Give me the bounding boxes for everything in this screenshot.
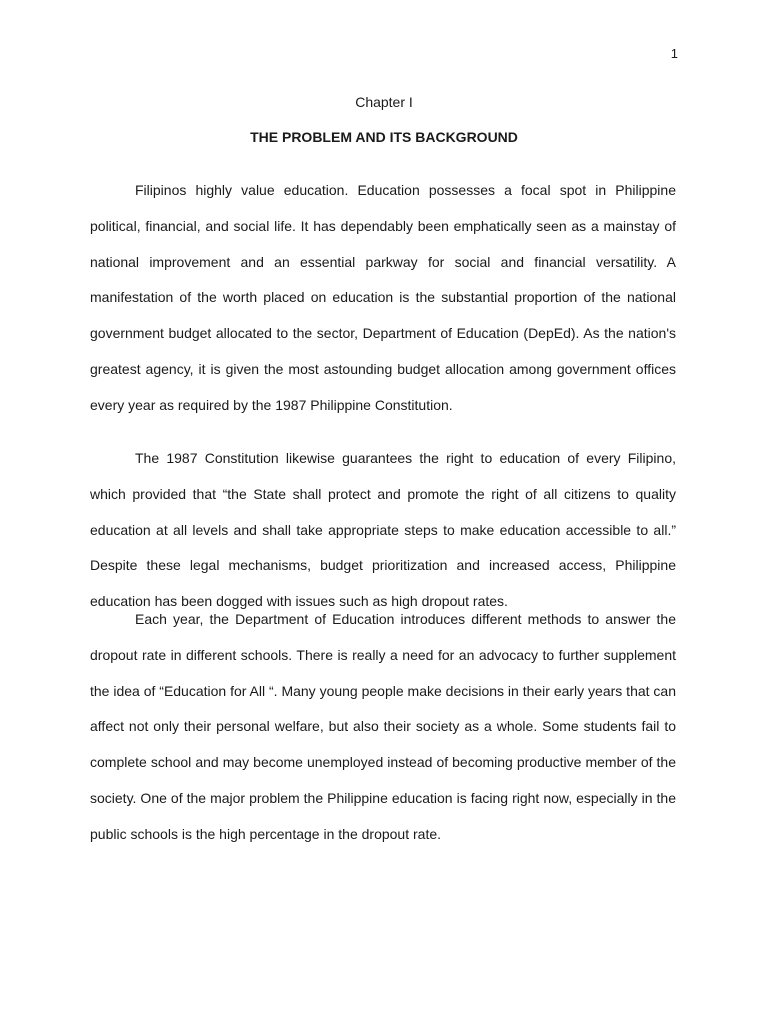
paragraph-1: Filipinos highly value education. Education possesses a focal spot in Philippine political, financial, and social life. It has dependably been emphatically seen as a mainstay of national improvement and an essential parkway for social and financial versatility. A manifestation of the worth placed on education is the substantial proportion of the national government budget allocated to the sector, Department of Education (DepEd). As the nation's greatest agency, it is given the most astounding budget allocation among government offices every year as required by the 1987 Philippine Constitution. xyxy=(90,182,676,413)
paragraph-3: Each year, the Department of Education introduces different methods to answer the dropout rate in different schools. There is really a need for an advocacy to further supplement the idea of “Education for All “. Many young people make decisions in their early years that can affect not only their personal welfare, but also their society as a whole. Some students fail to complete school and may become unemployed instead of becoming productive member of the society. One of the major problem the Philippine education is facing right now, especially in the public schools is the high percentage in the dropout rate. xyxy=(90,611,676,842)
page-number: 1 xyxy=(670,46,678,61)
chapter-title: THE PROBLEM AND ITS BACKGROUND xyxy=(250,129,518,145)
chapter-heading: Chapter I xyxy=(355,94,413,110)
paragraph-2: The 1987 Constitution likewise guarantees the right to education of every Filipino, which provided that “the State shall protect and promote the right of all citizens to quality education at all levels and shall take appropriate steps to make education accessible to all.” Despite these legal mechanisms, budget prioritization and increased access, Philippine education has been dogged with issues such as high dropout rates. xyxy=(90,450,676,610)
